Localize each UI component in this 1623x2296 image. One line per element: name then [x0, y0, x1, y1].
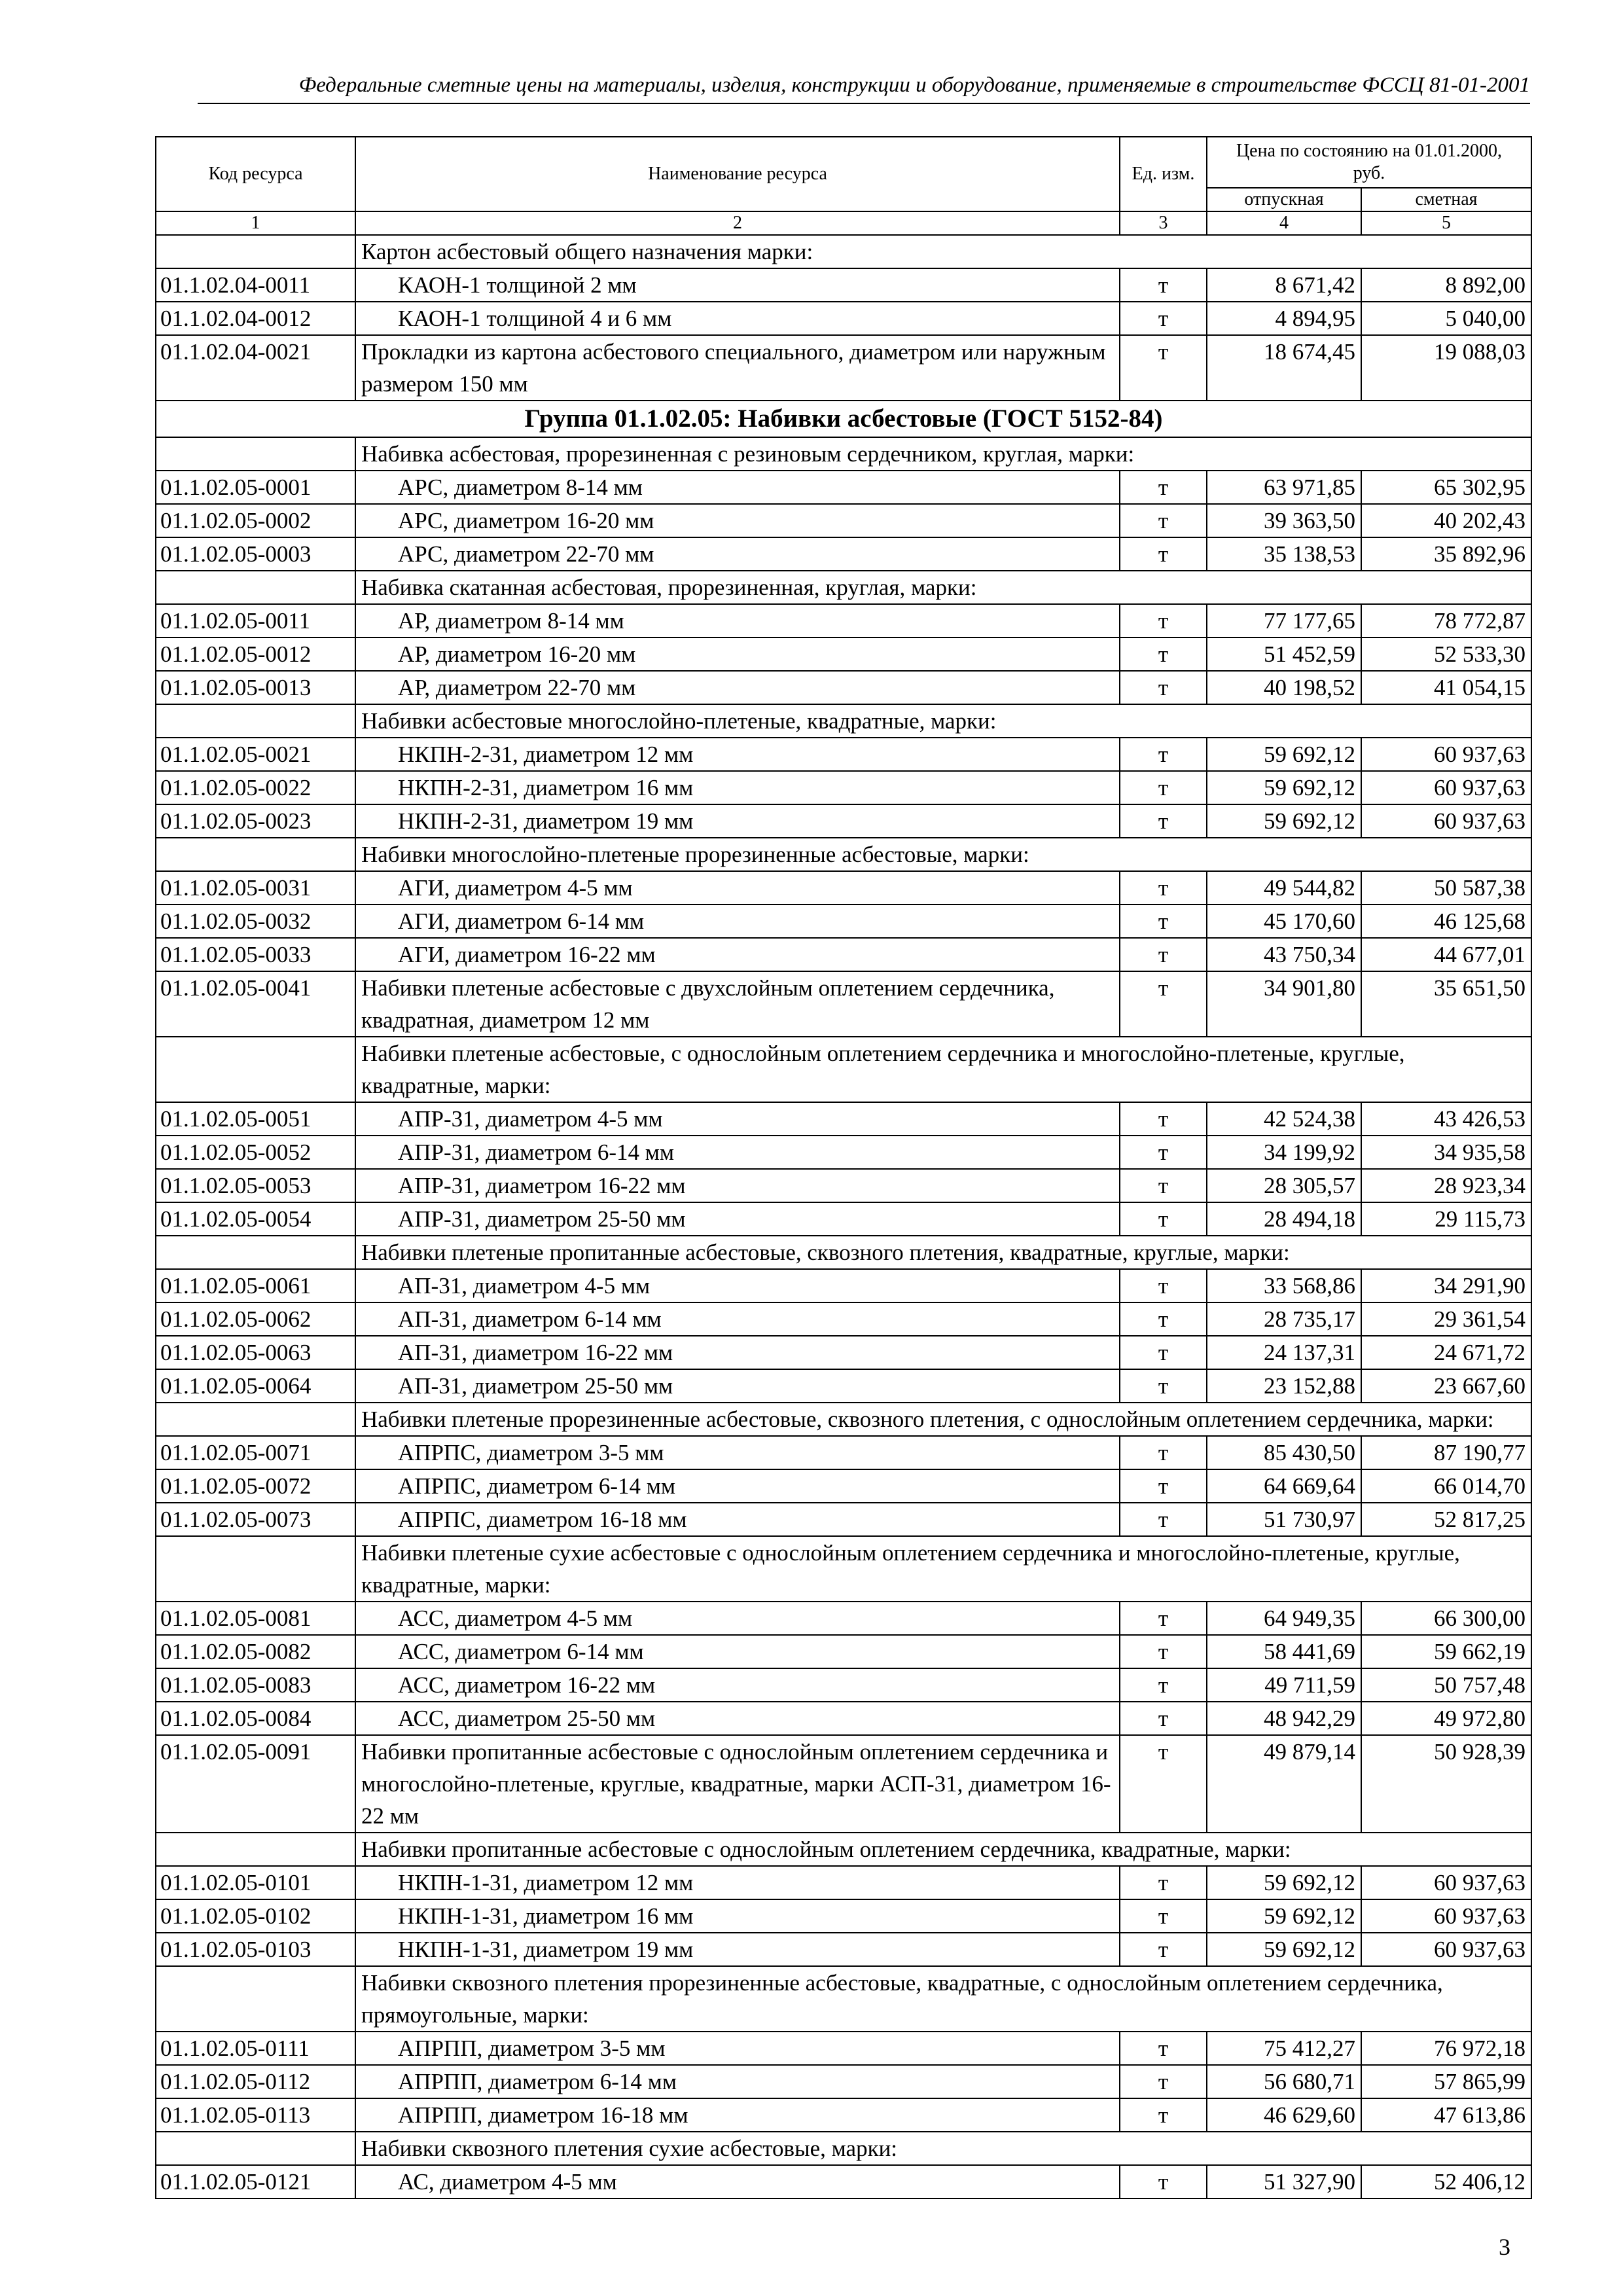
resource-code: 01.1.02.05-0052 — [156, 1136, 355, 1169]
resource-name: КАОН-1 толщиной 2 мм — [355, 268, 1120, 302]
table-row — [156, 671, 1531, 704]
subheading: Набивка скатанная асбестовая, прорезиненная, круглая, марки: — [355, 571, 1531, 604]
table-row — [156, 1436, 1531, 1469]
resource-name: АГИ, диаметром 6-14 мм — [355, 905, 1120, 938]
unit-cell: т — [1120, 302, 1207, 335]
estimate-price: 5 040,00 — [1361, 302, 1531, 335]
unit-cell: т — [1120, 871, 1207, 905]
estimate-price: 78 772,87 — [1361, 604, 1531, 637]
resource-name: КАОН-1 толщиной 4 и 6 мм — [355, 302, 1120, 335]
release-price: 85 430,50 — [1207, 1436, 1361, 1469]
table-row — [156, 1866, 1531, 1899]
release-price: 18 674,45 — [1207, 335, 1361, 401]
col-header-name: Наименование ресурса — [355, 137, 1120, 211]
resource-code: 01.1.02.05-0071 — [156, 1436, 355, 1469]
release-price: 40 198,52 — [1207, 671, 1361, 704]
table-row — [156, 1668, 1531, 1702]
table-row — [156, 1336, 1531, 1369]
col-number: 4 — [1207, 211, 1361, 235]
table-row — [156, 871, 1531, 905]
estimate-price: 35 651,50 — [1361, 971, 1531, 1037]
resource-name: АПР-31, диаметром 25-50 мм — [355, 1202, 1120, 1236]
resource-name: АПРПС, диаметром 6-14 мм — [355, 1469, 1120, 1503]
col-number: 1 — [156, 211, 355, 235]
release-price: 59 692,12 — [1207, 1899, 1361, 1933]
subheading-row — [156, 2132, 1531, 2165]
release-price: 48 942,29 — [1207, 1702, 1361, 1735]
release-price: 64 949,35 — [1207, 1602, 1361, 1635]
resource-name: АР, диаметром 16-20 мм — [355, 637, 1120, 671]
subheading: Набивки плетеные сухие асбестовые с однослойным оплетением сердечника и многослойно-плетеные, круглые, квадратные, марки: — [355, 1536, 1531, 1602]
resource-code: 01.1.02.05-0011 — [156, 604, 355, 637]
release-price: 4 894,95 — [1207, 302, 1361, 335]
unit-cell: т — [1120, 905, 1207, 938]
code-cell — [156, 1403, 355, 1436]
unit-cell: т — [1120, 1436, 1207, 1469]
table-row — [156, 2098, 1531, 2132]
resource-code: 01.1.02.05-0012 — [156, 637, 355, 671]
code-cell — [156, 838, 355, 871]
release-price: 49 879,14 — [1207, 1735, 1361, 1833]
resource-name: АПРПП, диаметром 3-5 мм — [355, 2032, 1120, 2065]
resource-code: 01.1.02.05-0022 — [156, 771, 355, 804]
unit-cell: т — [1120, 1866, 1207, 1899]
unit-cell: т — [1120, 1668, 1207, 1702]
code-cell — [156, 1966, 355, 2032]
resource-name: АПР-31, диаметром 6-14 мм — [355, 1136, 1120, 1169]
table-body — [156, 235, 1531, 2198]
table-row — [156, 471, 1531, 504]
unit-cell: т — [1120, 771, 1207, 804]
estimate-price: 47 613,86 — [1361, 2098, 1531, 2132]
estimate-price: 50 587,38 — [1361, 871, 1531, 905]
estimate-price: 8 892,00 — [1361, 268, 1531, 302]
resource-code: 01.1.02.05-0023 — [156, 804, 355, 838]
resource-name: Прокладки из картона асбестового специального, диаметром или наружным размером 150 мм — [355, 335, 1120, 401]
estimate-price: 60 937,63 — [1361, 1866, 1531, 1899]
unit-cell: т — [1120, 671, 1207, 704]
release-price: 8 671,42 — [1207, 268, 1361, 302]
release-price: 49 544,82 — [1207, 871, 1361, 905]
resource-name: АП-31, диаметром 4-5 мм — [355, 1269, 1120, 1302]
code-cell — [156, 1833, 355, 1866]
release-price: 56 680,71 — [1207, 2065, 1361, 2098]
estimate-price: 52 817,25 — [1361, 1503, 1531, 1536]
resource-code: 01.1.02.05-0031 — [156, 871, 355, 905]
estimate-price: 41 054,15 — [1361, 671, 1531, 704]
release-price: 51 452,59 — [1207, 637, 1361, 671]
code-cell — [156, 2132, 355, 2165]
subheading: Набивки плетеные асбестовые, с однослойным оплетением сердечника и многослойно-плетеные, круглые, квадратные, марки: — [355, 1037, 1531, 1102]
estimate-price: 60 937,63 — [1361, 1933, 1531, 1966]
resource-code: 01.1.02.05-0003 — [156, 537, 355, 571]
resource-code: 01.1.02.05-0062 — [156, 1302, 355, 1336]
unit-cell: т — [1120, 471, 1207, 504]
table-row — [156, 1202, 1531, 1236]
release-price: 77 177,65 — [1207, 604, 1361, 637]
resource-name: Набивки пропитанные асбестовые с однослойным оплетением сердечника и многослойно-плетеные, круглые, квадратные, марки АСП-31, диаметром 16-22 мм — [355, 1735, 1120, 1833]
estimate-price: 76 972,18 — [1361, 2032, 1531, 2065]
unit-cell: т — [1120, 504, 1207, 537]
resource-code: 01.1.02.05-0063 — [156, 1336, 355, 1369]
resource-name: НКПН-2-31, диаметром 12 мм — [355, 738, 1120, 771]
subheading: Набивки плетеные пропитанные асбестовые, сквозного плетения, квадратные, круглые, марки: — [355, 1236, 1531, 1269]
code-cell — [156, 1536, 355, 1602]
resource-name: АПРПП, диаметром 16-18 мм — [355, 2098, 1120, 2132]
resource-name: НКПН-2-31, диаметром 16 мм — [355, 771, 1120, 804]
resource-name: АСС, диаметром 4-5 мм — [355, 1602, 1120, 1635]
estimate-price: 35 892,96 — [1361, 537, 1531, 571]
release-price: 51 327,90 — [1207, 2165, 1361, 2198]
release-price: 59 692,12 — [1207, 771, 1361, 804]
table-row — [156, 1702, 1531, 1735]
col-number: 5 — [1361, 211, 1531, 235]
table-row — [156, 1503, 1531, 1536]
resource-name: НКПН-1-31, диаметром 12 мм — [355, 1866, 1120, 1899]
resource-name: НКПН-2-31, диаметром 19 мм — [355, 804, 1120, 838]
unit-cell: т — [1120, 1336, 1207, 1369]
resource-code: 01.1.02.05-0112 — [156, 2065, 355, 2098]
table-row — [156, 771, 1531, 804]
resource-code: 01.1.02.05-0073 — [156, 1503, 355, 1536]
resource-name: АР, диаметром 8-14 мм — [355, 604, 1120, 637]
table-row — [156, 1302, 1531, 1336]
unit-cell: т — [1120, 1102, 1207, 1136]
unit-cell: т — [1120, 1602, 1207, 1635]
subheading: Набивки сквозного плетения сухие асбестовые, марки: — [355, 2132, 1531, 2165]
estimate-price: 50 757,48 — [1361, 1668, 1531, 1702]
subheading-row — [156, 1037, 1531, 1102]
col-number: 3 — [1120, 211, 1207, 235]
estimate-price: 19 088,03 — [1361, 335, 1531, 401]
unit-cell: т — [1120, 804, 1207, 838]
resource-code: 01.1.02.05-0021 — [156, 738, 355, 771]
resource-name: АРС, диаметром 16-20 мм — [355, 504, 1120, 537]
resource-code: 01.1.02.04-0021 — [156, 335, 355, 401]
unit-cell: т — [1120, 1302, 1207, 1336]
unit-cell: т — [1120, 268, 1207, 302]
resource-code: 01.1.02.05-0082 — [156, 1635, 355, 1668]
estimate-price: 34 935,58 — [1361, 1136, 1531, 1169]
unit-cell: т — [1120, 1369, 1207, 1403]
estimate-price: 66 014,70 — [1361, 1469, 1531, 1503]
code-cell — [156, 1037, 355, 1102]
resource-name: АР, диаметром 22-70 мм — [355, 671, 1120, 704]
unit-cell: т — [1120, 738, 1207, 771]
release-price: 34 199,92 — [1207, 1136, 1361, 1169]
resource-code: 01.1.02.05-0032 — [156, 905, 355, 938]
estimate-price: 57 865,99 — [1361, 2065, 1531, 2098]
estimate-price: 44 677,01 — [1361, 938, 1531, 971]
estimate-price: 23 667,60 — [1361, 1369, 1531, 1403]
table-row — [156, 1102, 1531, 1136]
table-row — [156, 302, 1531, 335]
subheading: Набивки асбестовые многослойно-плетеные, квадратные, марки: — [355, 704, 1531, 738]
subheading: Набивки многослойно-плетеные прорезиненные асбестовые, марки: — [355, 838, 1531, 871]
unit-cell: т — [1120, 1933, 1207, 1966]
release-price: 34 901,80 — [1207, 971, 1361, 1037]
col-number: 2 — [355, 211, 1120, 235]
subheading: Набивки плетеные прорезиненные асбестовые, сквозного плетения, с однослойным оплетением сердечника, марки: — [355, 1403, 1531, 1436]
estimate-price: 29 115,73 — [1361, 1202, 1531, 1236]
resource-name: АП-31, диаметром 25-50 мм — [355, 1369, 1120, 1403]
code-cell — [156, 571, 355, 604]
resource-name: АП-31, диаметром 16-22 мм — [355, 1336, 1120, 1369]
price-table — [155, 136, 1532, 2199]
col-header-release: отпускная — [1207, 188, 1361, 211]
unit-cell: т — [1120, 1136, 1207, 1169]
resource-code: 01.1.02.05-0013 — [156, 671, 355, 704]
resource-code: 01.1.02.05-0103 — [156, 1933, 355, 1966]
estimate-price: 24 671,72 — [1361, 1336, 1531, 1369]
unit-cell: т — [1120, 1169, 1207, 1202]
estimate-price: 46 125,68 — [1361, 905, 1531, 938]
release-price: 59 692,12 — [1207, 804, 1361, 838]
table-row — [156, 1169, 1531, 1202]
estimate-price: 40 202,43 — [1361, 504, 1531, 537]
release-price: 63 971,85 — [1207, 471, 1361, 504]
release-price: 42 524,38 — [1207, 1102, 1361, 1136]
resource-code: 01.1.02.05-0041 — [156, 971, 355, 1037]
table-row — [156, 971, 1531, 1037]
table-row — [156, 268, 1531, 302]
release-price: 59 692,12 — [1207, 1933, 1361, 1966]
subheading-row — [156, 1403, 1531, 1436]
resource-name: АГИ, диаметром 16-22 мм — [355, 938, 1120, 971]
table-row — [156, 905, 1531, 938]
resource-code: 01.1.02.05-0091 — [156, 1735, 355, 1833]
resource-name: АГИ, диаметром 4-5 мм — [355, 871, 1120, 905]
subheading-row — [156, 571, 1531, 604]
unit-cell: т — [1120, 1503, 1207, 1536]
col-header-estimate: сметная — [1361, 188, 1531, 211]
table-row — [156, 2065, 1531, 2098]
table-row — [156, 1136, 1531, 1169]
unit-cell: т — [1120, 1635, 1207, 1668]
unit-cell: т — [1120, 971, 1207, 1037]
subheading-row — [156, 1236, 1531, 1269]
table-row — [156, 738, 1531, 771]
unit-cell: т — [1120, 2098, 1207, 2132]
subheading: Картон асбестовый общего назначения марки: — [355, 235, 1531, 268]
table-row — [156, 1469, 1531, 1503]
release-price: 45 170,60 — [1207, 905, 1361, 938]
resource-code: 01.1.02.05-0113 — [156, 2098, 355, 2132]
unit-cell: т — [1120, 2032, 1207, 2065]
subheading-row — [156, 1966, 1531, 2032]
estimate-price: 29 361,54 — [1361, 1302, 1531, 1336]
subheading-row — [156, 235, 1531, 268]
unit-cell: т — [1120, 637, 1207, 671]
unit-cell: т — [1120, 2165, 1207, 2198]
table-row — [156, 1269, 1531, 1302]
resource-code: 01.1.02.05-0033 — [156, 938, 355, 971]
resource-code: 01.1.02.05-0053 — [156, 1169, 355, 1202]
unit-cell: т — [1120, 1899, 1207, 1933]
group-heading-row — [156, 401, 1531, 437]
subheading-row — [156, 1833, 1531, 1866]
resource-code: 01.1.02.04-0011 — [156, 268, 355, 302]
unit-cell: т — [1120, 1702, 1207, 1735]
release-price: 75 412,27 — [1207, 2032, 1361, 2065]
resource-code: 01.1.02.05-0001 — [156, 471, 355, 504]
table-row — [156, 1635, 1531, 1668]
unit-cell: т — [1120, 938, 1207, 971]
unit-cell: т — [1120, 1269, 1207, 1302]
estimate-price: 87 190,77 — [1361, 1436, 1531, 1469]
release-price: 43 750,34 — [1207, 938, 1361, 971]
resource-name: АПРПС, диаметром 16-18 мм — [355, 1503, 1120, 1536]
estimate-price: 43 426,53 — [1361, 1102, 1531, 1136]
code-cell — [156, 437, 355, 471]
resource-code: 01.1.02.05-0101 — [156, 1866, 355, 1899]
release-price: 64 669,64 — [1207, 1469, 1361, 1503]
table-row — [156, 1602, 1531, 1635]
col-header-price: Цена по состоянию на 01.01.2000, руб. — [1207, 137, 1531, 188]
estimate-price: 65 302,95 — [1361, 471, 1531, 504]
estimate-price: 60 937,63 — [1361, 738, 1531, 771]
resource-name: АС, диаметром 4-5 мм — [355, 2165, 1120, 2198]
release-price: 46 629,60 — [1207, 2098, 1361, 2132]
estimate-price: 60 937,63 — [1361, 804, 1531, 838]
resource-name: АПРПС, диаметром 3-5 мм — [355, 1436, 1120, 1469]
resource-code: 01.1.02.04-0012 — [156, 302, 355, 335]
estimate-price: 66 300,00 — [1361, 1602, 1531, 1635]
resource-name: АСС, диаметром 16-22 мм — [355, 1668, 1120, 1702]
resource-code: 01.1.02.05-0054 — [156, 1202, 355, 1236]
release-price: 28 494,18 — [1207, 1202, 1361, 1236]
estimate-price: 59 662,19 — [1361, 1635, 1531, 1668]
table-row — [156, 537, 1531, 571]
table-row — [156, 804, 1531, 838]
resource-name: Набивки плетеные асбестовые с двухслойным оплетением сердечника, квадратная, диаметром 12 мм — [355, 971, 1120, 1037]
code-cell — [156, 704, 355, 738]
unit-cell: т — [1120, 2065, 1207, 2098]
unit-cell: т — [1120, 1469, 1207, 1503]
resource-name: АПР-31, диаметром 16-22 мм — [355, 1169, 1120, 1202]
code-cell — [156, 235, 355, 268]
subheading: Набивка асбестовая, прорезиненная с резиновым сердечником, круглая, марки: — [355, 437, 1531, 471]
resource-code: 01.1.02.05-0064 — [156, 1369, 355, 1403]
table-row — [156, 1735, 1531, 1833]
subheading-row — [156, 1536, 1531, 1602]
resource-name: АПРПП, диаметром 6-14 мм — [355, 2065, 1120, 2098]
resource-code: 01.1.02.05-0121 — [156, 2165, 355, 2198]
table-row — [156, 604, 1531, 637]
release-price: 49 711,59 — [1207, 1668, 1361, 1702]
unit-cell: т — [1120, 1735, 1207, 1833]
code-cell — [156, 1236, 355, 1269]
unit-cell: т — [1120, 1202, 1207, 1236]
release-price: 28 735,17 — [1207, 1302, 1361, 1336]
resource-name: АРС, диаметром 22-70 мм — [355, 537, 1120, 571]
release-price: 23 152,88 — [1207, 1369, 1361, 1403]
subheading-row — [156, 437, 1531, 471]
table-row — [156, 335, 1531, 401]
subheading: Набивки пропитанные асбестовые с однослойным оплетением сердечника, квадратные, марки: — [355, 1833, 1531, 1866]
col-header-unit: Ед. изм. — [1120, 137, 1207, 211]
release-price: 58 441,69 — [1207, 1635, 1361, 1668]
resource-code: 01.1.02.05-0051 — [156, 1102, 355, 1136]
release-price: 39 363,50 — [1207, 504, 1361, 537]
resource-code: 01.1.02.05-0083 — [156, 1668, 355, 1702]
subheading-row — [156, 704, 1531, 738]
table-row — [156, 504, 1531, 537]
estimate-price: 52 406,12 — [1361, 2165, 1531, 2198]
resource-name: НКПН-1-31, диаметром 19 мм — [355, 1933, 1120, 1966]
estimate-price: 49 972,80 — [1361, 1702, 1531, 1735]
table-row — [156, 1899, 1531, 1933]
subheading: Набивки сквозного плетения прорезиненные асбестовые, квадратные, с однослойным оплетением сердечника, прямоугольные, марки: — [355, 1966, 1531, 2032]
estimate-price: 34 291,90 — [1361, 1269, 1531, 1302]
estimate-price: 60 937,63 — [1361, 1899, 1531, 1933]
resource-code: 01.1.02.05-0081 — [156, 1602, 355, 1635]
resource-code: 01.1.02.05-0072 — [156, 1469, 355, 1503]
subheading-row — [156, 838, 1531, 871]
estimate-price: 28 923,34 — [1361, 1169, 1531, 1202]
unit-cell: т — [1120, 537, 1207, 571]
release-price: 33 568,86 — [1207, 1269, 1361, 1302]
estimate-price: 52 533,30 — [1361, 637, 1531, 671]
resource-name: НКПН-1-31, диаметром 16 мм — [355, 1899, 1120, 1933]
running-header: Федеральные сметные цены на материалы, изделия, конструкции и оборудование, применяемые в строительстве ФССЦ 81-01-2001 — [298, 73, 1530, 97]
table-row — [156, 1933, 1531, 1966]
group-heading: Группа 01.1.02.05: Набивки асбестовые (ГОСТ 5152-84) — [156, 401, 1531, 437]
release-price: 24 137,31 — [1207, 1336, 1361, 1369]
col-header-code: Код ресурса — [156, 137, 355, 211]
resource-code: 01.1.02.05-0102 — [156, 1899, 355, 1933]
resource-code: 01.1.02.05-0084 — [156, 1702, 355, 1735]
release-price: 59 692,12 — [1207, 738, 1361, 771]
release-price: 51 730,97 — [1207, 1503, 1361, 1536]
unit-cell: т — [1120, 335, 1207, 401]
estimate-price: 60 937,63 — [1361, 771, 1531, 804]
resource-name: АПР-31, диаметром 4-5 мм — [355, 1102, 1120, 1136]
resource-name: АП-31, диаметром 6-14 мм — [355, 1302, 1120, 1336]
table-row — [156, 2165, 1531, 2198]
resource-name: АСС, диаметром 6-14 мм — [355, 1635, 1120, 1668]
unit-cell: т — [1120, 604, 1207, 637]
table-row — [156, 2032, 1531, 2065]
resource-code: 01.1.02.05-0111 — [156, 2032, 355, 2065]
release-price: 28 305,57 — [1207, 1169, 1361, 1202]
header-rule — [198, 103, 1530, 104]
page-number: 3 — [1499, 2234, 1510, 2260]
estimate-price: 50 928,39 — [1361, 1735, 1531, 1833]
release-price: 35 138,53 — [1207, 537, 1361, 571]
resource-name: АСС, диаметром 25-50 мм — [355, 1702, 1120, 1735]
resource-code: 01.1.02.05-0002 — [156, 504, 355, 537]
table-row — [156, 938, 1531, 971]
resource-code: 01.1.02.05-0061 — [156, 1269, 355, 1302]
table-row — [156, 637, 1531, 671]
resource-name: АРС, диаметром 8-14 мм — [355, 471, 1120, 504]
table-row — [156, 1369, 1531, 1403]
release-price: 59 692,12 — [1207, 1866, 1361, 1899]
